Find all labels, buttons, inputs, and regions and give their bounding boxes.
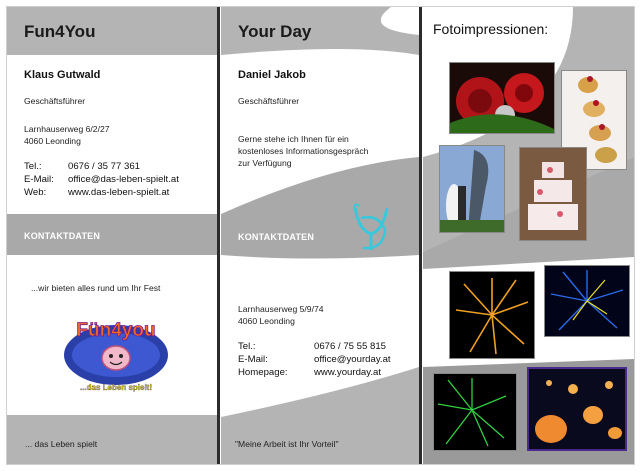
panel1-person-name: Klaus Gutwald xyxy=(24,69,101,81)
panel2-person-name: Daniel Jakob xyxy=(238,69,306,81)
panel2-kontakt-label: KONTAKTDATEN xyxy=(238,232,315,242)
contact-label: Homepage: xyxy=(238,367,288,378)
yourday-monogram-icon xyxy=(349,200,393,256)
photo-roses xyxy=(449,62,555,134)
panel-fotoimpressionen xyxy=(423,7,634,464)
panel1-contact-web xyxy=(24,187,169,199)
contact-value: 0676 / 75 55 815 xyxy=(314,341,387,352)
photo-wedding-couple xyxy=(439,145,505,233)
panel1-contact-email xyxy=(24,174,179,186)
photo-firework-blue xyxy=(544,265,630,337)
panel1-role: Geschäftsführer xyxy=(24,96,86,106)
contact-value: www.yourday.at xyxy=(314,367,382,378)
fold-divider-1 xyxy=(217,7,220,464)
contact-label: Web: xyxy=(24,187,47,198)
panel-yourday xyxy=(221,7,419,464)
panel1-address-line1: Larnhauserweg 6/2/27 xyxy=(24,124,110,134)
panel2-info-line3: zur Verfügung xyxy=(238,158,292,168)
photo-wedding-cake xyxy=(519,147,587,241)
contact-label: Tel.: xyxy=(238,341,256,352)
photo-firework-orange xyxy=(449,271,535,359)
logo-subline: ...das Leben spielt! xyxy=(79,383,153,392)
photo-firework-green xyxy=(433,373,517,451)
panel2-info-line1: Gerne stehe ich Ihnen für ein xyxy=(238,134,349,144)
panel2-address-line1: Larnhauserweg 5/9/74 xyxy=(238,304,324,314)
contact-value: office@das-leben-spielt.at xyxy=(68,174,179,185)
panel-fun4you xyxy=(7,7,217,464)
contact-label: E-Mail: xyxy=(24,174,54,185)
panel1-title: Fun4You xyxy=(24,22,96,41)
logo-wordmark: Fün4you xyxy=(76,320,156,341)
panel2-contact-phone xyxy=(238,341,386,353)
brochure-sheet xyxy=(6,6,635,465)
panel1-contact-phone xyxy=(24,161,140,173)
contact-value: office@yourday.at xyxy=(314,354,391,365)
panel2-info-line2: kostenloses Informationsgespräch xyxy=(238,146,369,156)
contact-label: E-Mail: xyxy=(238,354,268,365)
contact-value: 0676 / 35 77 361 xyxy=(68,161,141,172)
fold-divider-2 xyxy=(419,7,422,464)
contact-value: www.das-leben-spielt.at xyxy=(68,187,170,198)
panel1-tagline: ...wir bieten alles rund um Ihr Fest xyxy=(31,283,161,293)
panel2-title: Your Day xyxy=(238,22,312,41)
panel3-title: Fotoimpressionen: xyxy=(433,21,549,37)
photo-sky-lanterns xyxy=(527,367,627,451)
panel2-contact-email xyxy=(238,354,391,366)
panel1-footer: ... das Leben spielt xyxy=(25,439,98,449)
panel1-address-line2: 4060 Leonding xyxy=(24,136,81,146)
panel2-footer: "Meine Arbeit ist Ihr Vorteil" xyxy=(235,439,339,449)
fun4you-logo xyxy=(57,312,175,398)
panel2-contact-homepage xyxy=(238,367,381,379)
panel1-kontakt-label: KONTAKTDATEN xyxy=(24,231,101,241)
panel2-role: Geschäftsführer xyxy=(238,96,300,106)
panel2-address-line2: 4060 Leonding xyxy=(238,316,295,326)
contact-label: Tel.: xyxy=(24,161,42,172)
